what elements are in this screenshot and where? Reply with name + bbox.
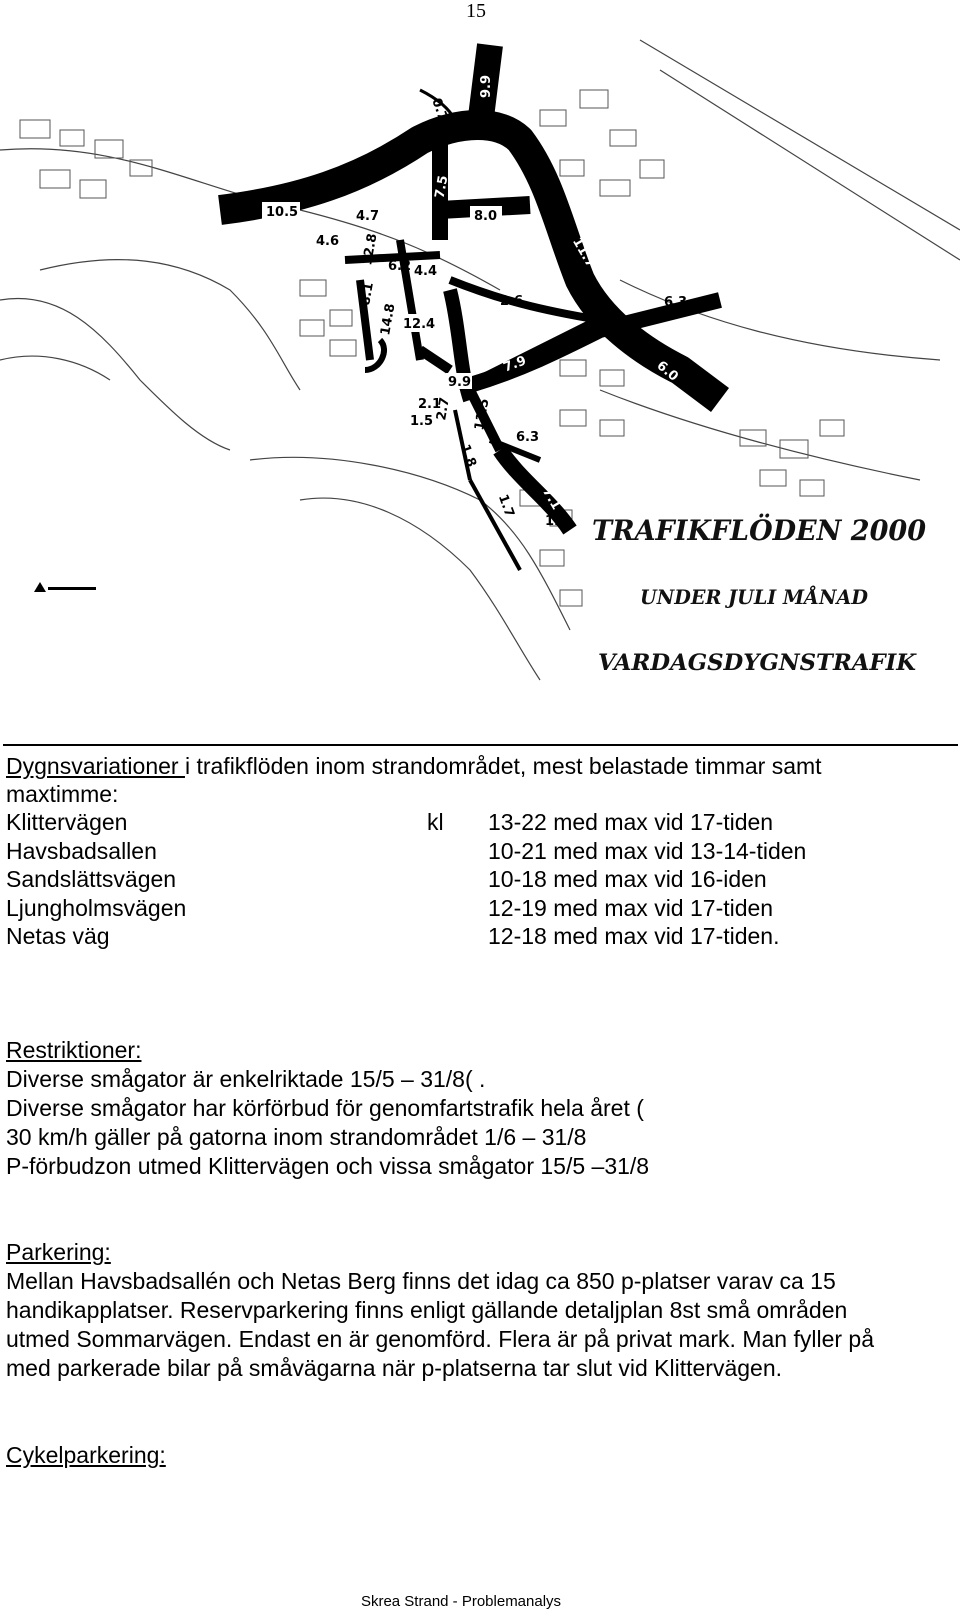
time-range: 12-19 med max vid 17-tiden xyxy=(488,895,774,921)
flow-label: 1.5 xyxy=(410,414,434,429)
flow-label: 9.9 xyxy=(479,74,494,98)
flow-label: 10.5 xyxy=(266,205,299,220)
bike-parking-heading[interactable]: Cykelparkering: xyxy=(6,1442,166,1468)
flow-label: 1.3 xyxy=(545,514,569,529)
flow-label: 8.1 xyxy=(358,281,377,307)
flow-labels xyxy=(262,75,687,529)
dygn-heading xyxy=(6,752,822,781)
flow-label: 2.6 xyxy=(500,294,524,309)
flow-label: 4.4 xyxy=(414,264,438,279)
parking-line: Mellan Havsbadsallén och Netas Berg finns det idag ca 850 p-platser varav ca 15 xyxy=(6,1268,836,1294)
restrictions-line: Diverse smågator har körförbud för genomfartstrafik hela året ( xyxy=(6,1095,644,1121)
flow-label: 4.6 xyxy=(316,234,340,249)
restrictions-line: Diverse smågator är enkelriktade 15/5 – 31/8( . xyxy=(6,1066,486,1092)
map-title: TRAFIKFLÖDEN 2000 xyxy=(592,514,938,547)
flow-label: 6.3 xyxy=(664,295,688,310)
flow-label: 11.7 xyxy=(569,235,599,271)
street-name: Sandslättsvägen xyxy=(6,866,177,892)
time-range: 12-18 med max vid 17-tiden. xyxy=(488,923,780,949)
restrictions-line: P-förbudzon utmed Klittervägen och vissa smågator 15/5 –31/8 xyxy=(6,1153,650,1179)
dygn-row xyxy=(6,837,946,866)
street-name: Havsbadsallen xyxy=(6,838,157,864)
dygn-heading-link[interactable]: Dygnsvariationer xyxy=(6,753,185,779)
dygn-row xyxy=(6,922,946,951)
street-name: Netas väg xyxy=(6,923,110,949)
time-range: 13-22 med max vid 17-tiden xyxy=(488,809,774,835)
parking-line: utmed Sommarvägen. Endast en är genomförd. Flera är på privat mark. Man fyller på xyxy=(6,1326,875,1352)
parking-line: med parkerade bilar på småvägarna när p-platserna tar slut vid Klittervägen. xyxy=(6,1355,783,1381)
dygn-row xyxy=(6,808,946,837)
flow-label: 11.5 xyxy=(472,397,493,432)
flow-label: 7.5 xyxy=(432,174,452,200)
restrictions-line: 30 km/h gäller på gatorna inom strandområdet 1/6 – 31/8 xyxy=(6,1124,587,1150)
kl-label: kl xyxy=(427,809,444,835)
flow-label: 6.0 xyxy=(653,358,681,385)
restrictions-heading[interactable]: Restriktioner: xyxy=(6,1037,142,1063)
parking-heading[interactable]: Parkering: xyxy=(6,1239,111,1265)
flow-label: 9.9 xyxy=(448,375,472,390)
flow-label: 7.1 xyxy=(539,485,564,513)
flow-label: 2.7 xyxy=(434,396,453,422)
page-footer: Skrea Strand - Problemanalys xyxy=(360,1593,562,1610)
flow-label: 12.8 xyxy=(360,232,381,267)
flow-label: 14.8 xyxy=(378,302,399,337)
map-caption: VARDAGSDYGNSTRAFIK xyxy=(598,650,917,676)
dygn-row xyxy=(6,894,946,923)
time-range: 10-18 med max vid 16-iden xyxy=(488,866,767,892)
flow-label: 6.2 xyxy=(388,259,412,274)
map-subtitle: UNDER JULI MÅNAD xyxy=(640,585,869,609)
parking-line: handikapplatser. Reservparkering finns enligt gällande detaljplan 8st små områden xyxy=(6,1297,848,1323)
flow-label: 4.7 xyxy=(356,209,380,224)
dygn-row xyxy=(6,865,946,894)
street-name: Klittervägen xyxy=(6,809,128,835)
street-name: Ljungholmsvägen xyxy=(6,895,187,921)
flow-label: 0.7 xyxy=(428,96,451,124)
flow-label: 8.0 xyxy=(474,209,498,224)
flow-label: 1.8 xyxy=(456,442,479,470)
traffic-flow-map xyxy=(0,30,960,710)
flow-label: 1.7 xyxy=(494,492,517,520)
flow-label: 7.9 xyxy=(501,353,529,376)
page-number: 15 xyxy=(466,0,486,22)
flow-label: 12.4 xyxy=(403,317,436,332)
time-range: 10-21 med max vid 13-14-tiden xyxy=(488,838,807,864)
flow-label: 2.1 xyxy=(418,397,442,412)
traffic-flow-bands xyxy=(220,45,720,570)
flow-label: 6.3 xyxy=(516,430,540,445)
dygn-heading-rest: i trafikflöden inom strandområdet, mest belastade timmar samt xyxy=(184,753,822,779)
dygn-heading-line2: maxtimme: xyxy=(6,781,119,807)
horizontal-divider xyxy=(3,744,958,746)
surveying-authority-logo-icon xyxy=(34,582,96,592)
